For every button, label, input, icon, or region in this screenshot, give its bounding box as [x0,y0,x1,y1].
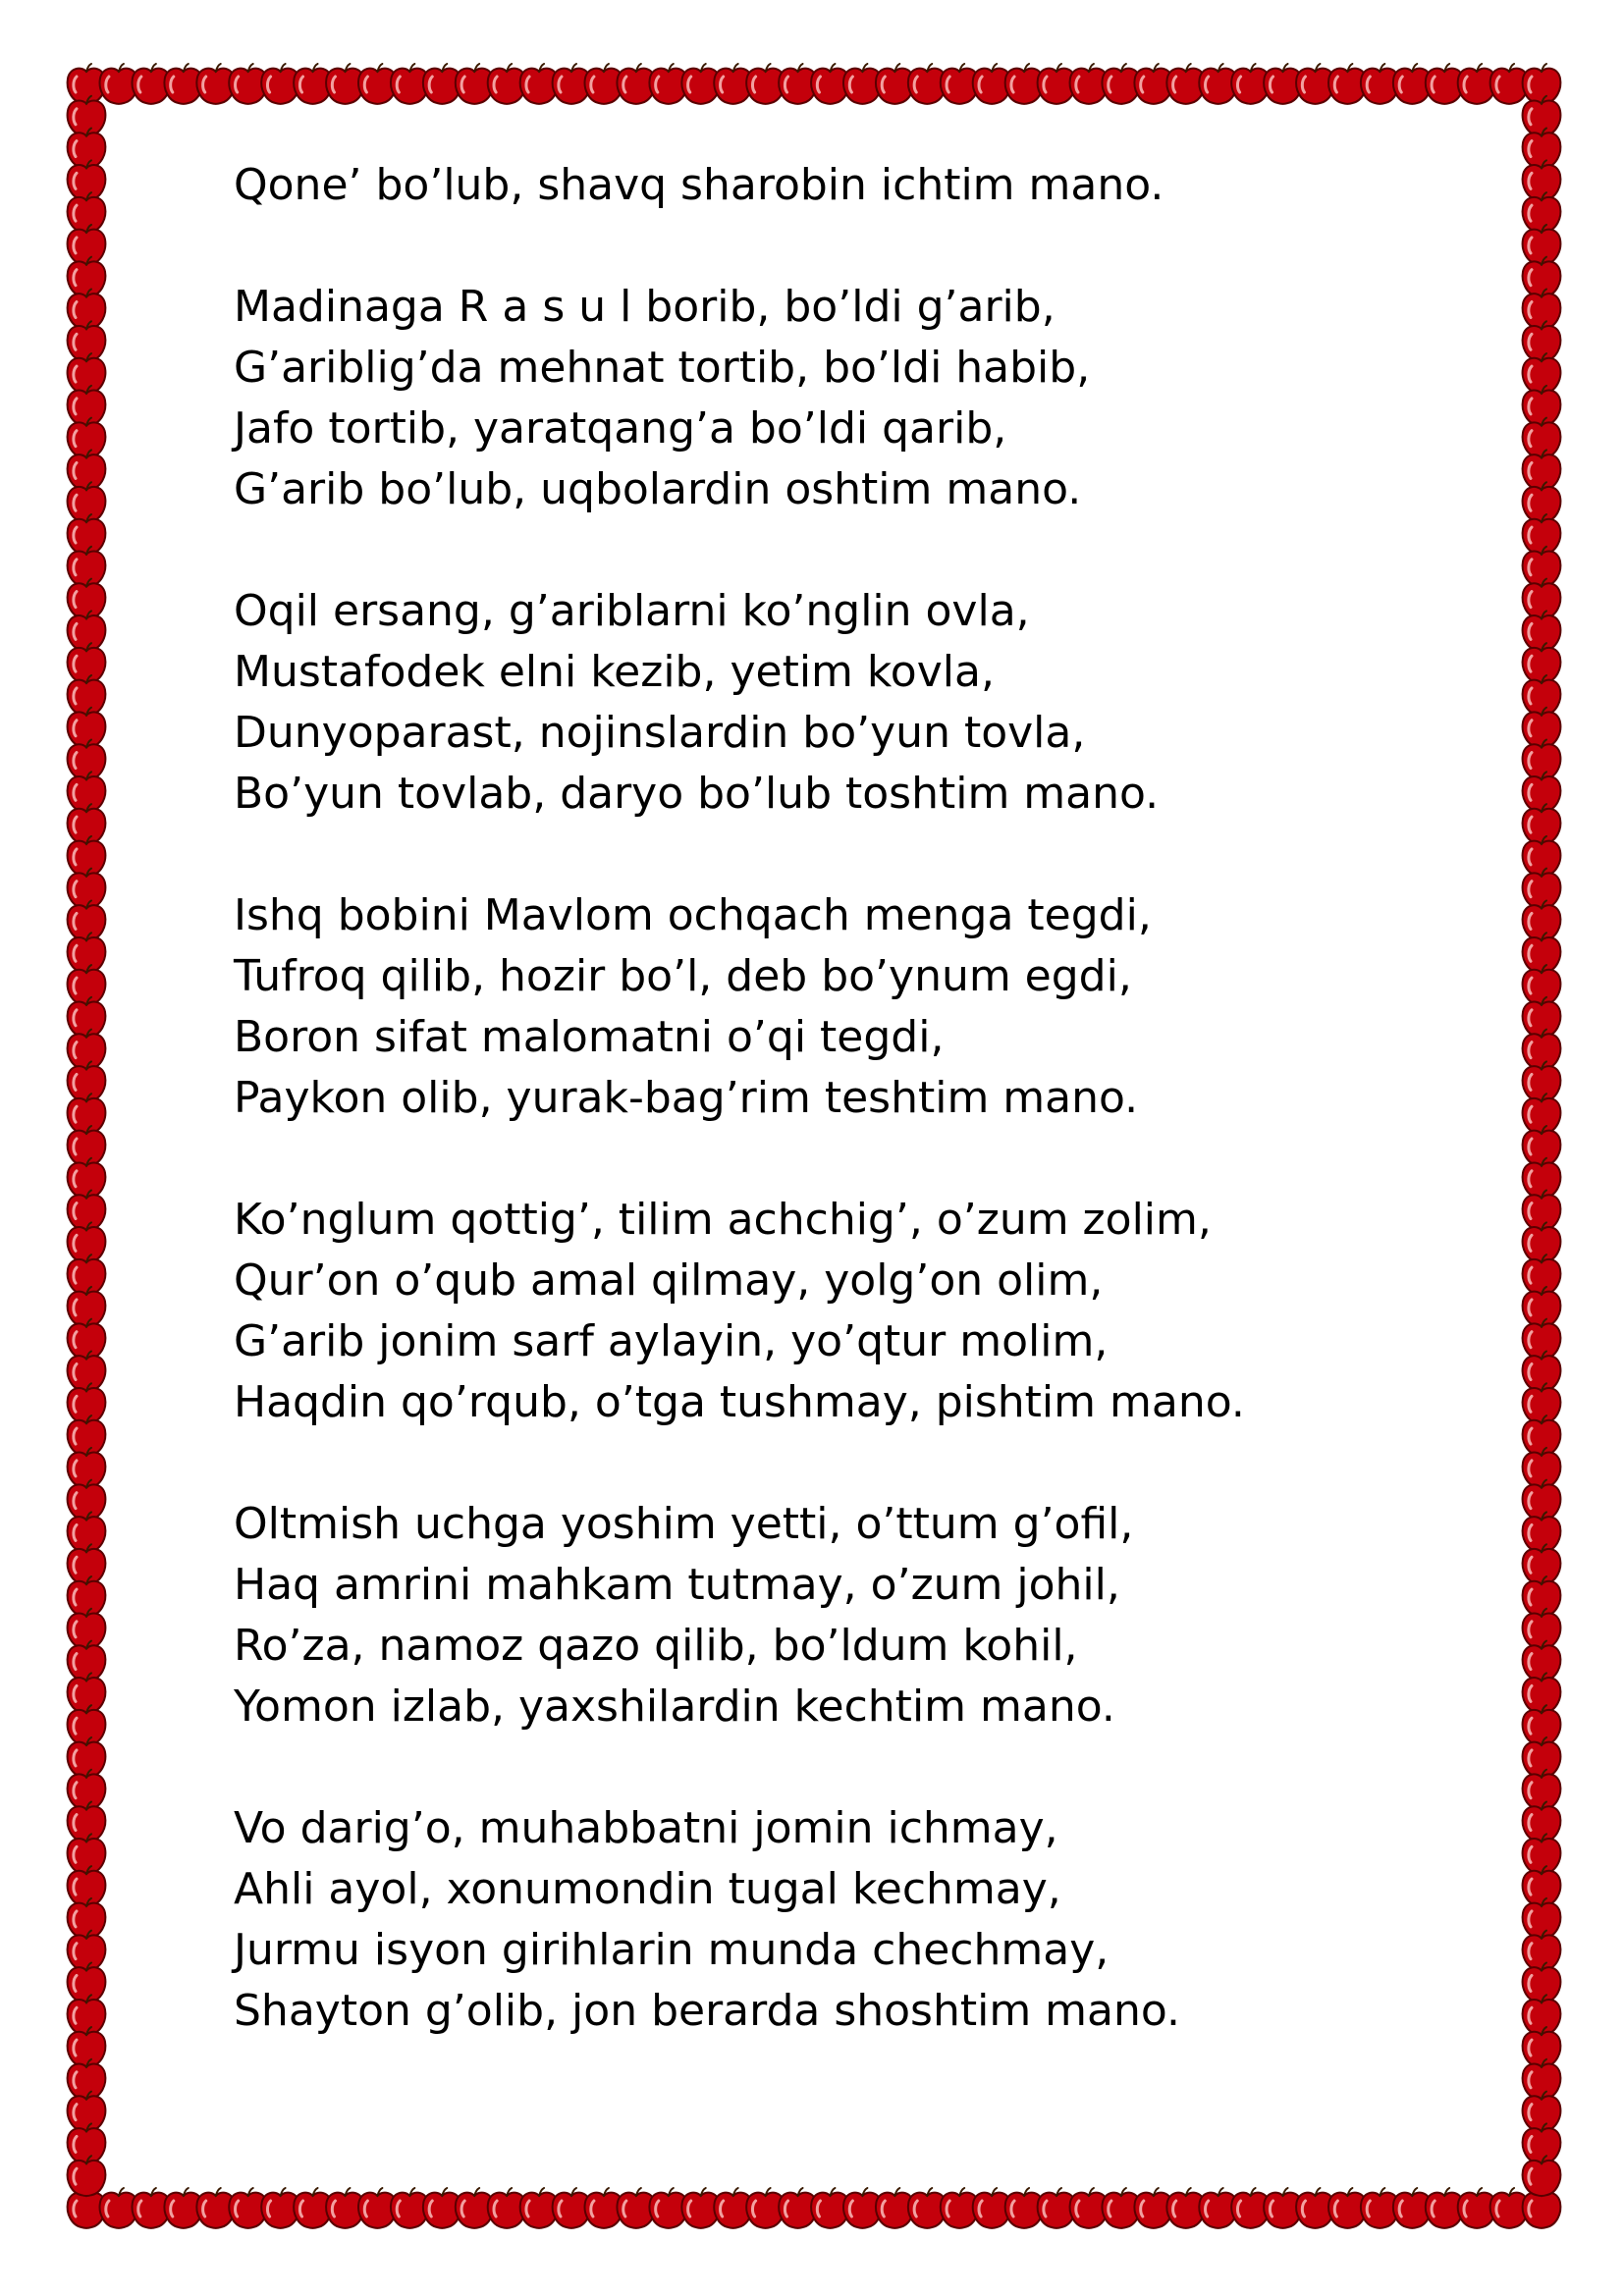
red-apple-icon [1523,1641,1561,1682]
red-apple-icon [68,1770,106,1810]
red-apple-icon [1523,450,1561,490]
red-apple-icon [68,772,106,812]
red-apple-icon [1523,900,1561,940]
red-apple-icon [1523,1931,1561,1971]
red-apple-icon [1523,1512,1561,1552]
red-apple-icon [68,1705,106,1745]
red-apple-icon [1523,1191,1561,1231]
red-apple-icon [1523,997,1561,1038]
red-apple-icon [68,290,106,330]
stanza [234,1494,1510,1737]
red-apple-icon [1523,1158,1561,1199]
poem-line: Yomon izlab, yaxshilardin kechtim mano. [234,1682,1115,1732]
red-apple-icon [1523,1576,1561,1617]
red-apple-icon [68,900,106,940]
red-apple-icon [1523,96,1561,136]
red-apple-icon [68,1512,106,1552]
red-apple-icon [1523,643,1561,683]
red-apple-icon [68,321,106,361]
poem-line: Paykon olib, yurak-bag’rim teshtim mano. [234,1073,1139,1123]
red-apple-icon [68,1962,106,2002]
red-apple-icon [68,1287,106,1327]
poem-line: Haq amrini mahkam tutmay, o’zum johil, [234,1560,1120,1610]
poem-line: G’ariblig’da mehnat tortib, bo’ldi habib, [234,343,1091,393]
red-apple-icon [1523,64,1561,104]
red-apple-icon [68,160,106,200]
red-apple-icon [68,1802,106,1842]
red-apple-icon [1523,836,1561,877]
red-apple-icon [68,740,106,780]
red-apple-icon [1523,1415,1561,1456]
red-apple-icon [1523,386,1561,426]
red-apple-icon [68,2059,106,2100]
red-apple-icon [1523,1061,1561,1101]
red-apple-icon [68,2123,106,2163]
red-apple-icon [1523,1834,1561,1874]
red-apple-icon [1523,965,1561,1005]
red-apple-icon [68,1415,106,1456]
red-apple-icon [68,547,106,587]
red-apple-icon [1523,2156,1561,2196]
red-apple-icon [68,1737,106,1778]
poem-line: G’arib jonim sarf aylayin, yo’qtur molim, [234,1316,1109,1366]
red-apple-icon [1523,1222,1561,1262]
stanza [234,581,1510,825]
poem-line: Boron sifat malomatni o’qi tegdi, [234,1012,945,1062]
red-apple-icon [1523,611,1561,651]
stanza [234,1190,1510,1433]
red-apple-icon [68,1641,106,1682]
red-apple-icon [1523,192,1561,233]
red-apple-icon [68,386,106,426]
red-apple-icon [68,1448,106,1488]
red-apple-icon [1523,1802,1561,1842]
red-apple-icon [68,675,106,716]
poem-line: Ko’nglum qottig’, tilim achchig’, o’zum zolim, [234,1195,1212,1245]
red-apple-icon [68,1609,106,1649]
red-apple-icon [68,1866,106,1906]
red-apple-icon [1523,1255,1561,1295]
red-apple-icon [68,1255,106,1295]
red-apple-icon [1523,547,1561,587]
red-apple-icon [1523,1544,1561,1584]
poem-line: Jurmu isyon girihlarin munda chechmay, [234,1925,1110,1975]
poem-line: Shayton g’olib, jon berarda shoshtim mano. [234,1986,1181,2036]
red-apple-icon [68,418,106,458]
poem-line: Jafo tortib, yaratqang’a bo’ldi qarib, [234,403,1007,454]
red-apple-icon [68,514,106,555]
red-apple-icon [68,1030,106,1070]
red-apple-icon [1523,290,1561,330]
red-apple-icon [68,1222,106,1262]
red-apple-icon [1523,1962,1561,2002]
poem-line: Oltmish uchga yoshim yetti, o’ttum g’ofil, [234,1499,1134,1549]
stanza [234,155,1510,216]
red-apple-icon [1523,514,1561,555]
red-apple-icon [68,1576,106,1617]
red-apple-icon [68,1352,106,1392]
red-apple-icon [68,836,106,877]
red-apple-icon [1523,933,1561,973]
red-apple-icon [1523,579,1561,619]
red-apple-icon [1523,353,1561,394]
poem-line: Haqdin qo’rqub, o’tga tushmay, pishtim mano. [234,1377,1245,1427]
red-apple-icon [68,611,106,651]
red-apple-icon [68,96,106,136]
stanza [234,277,1510,520]
red-apple-icon [1523,675,1561,716]
red-apple-icon [68,933,106,973]
poem-line: Madinaga R a s u l borib, bo’ldi g’arib, [234,282,1056,332]
red-apple-icon [1523,2059,1561,2100]
poem-line: Ishq bobini Mavlom ochqach menga tegdi, [234,890,1152,940]
red-apple-icon [1523,1030,1561,1070]
red-apple-icon [68,1931,106,1971]
red-apple-icon [1523,1898,1561,1939]
red-apple-icon [1523,1383,1561,1423]
red-apple-icon [68,353,106,394]
red-apple-icon [68,1834,106,1874]
red-apple-icon [68,1480,106,1521]
red-apple-icon [1523,321,1561,361]
red-apple-icon [68,1673,106,1713]
red-apple-icon [68,129,106,169]
red-apple-icon [68,708,106,748]
red-apple-icon [1523,1352,1561,1392]
red-apple-icon [1523,1705,1561,1745]
red-apple-icon [1523,772,1561,812]
red-apple-icon [1523,1995,1561,2035]
red-apple-icon [68,192,106,233]
red-apple-icon [1523,482,1561,522]
stanza [234,885,1510,1129]
poem-line: Dunyoparast, nojinslardin bo’yun tovla, [234,708,1086,758]
stanza [234,1798,1510,2042]
red-apple-icon [1523,1480,1561,1521]
red-apple-icon [1523,160,1561,200]
red-apple-icon [1523,740,1561,780]
poem-line: Qone’ bo’lub, shavq sharobin ichtim mano. [234,160,1164,210]
red-apple-icon [68,1898,106,1939]
red-apple-icon [1523,1126,1561,1166]
red-apple-icon [68,1995,106,2035]
red-apple-icon [68,2092,106,2132]
red-apple-icon [1523,2027,1561,2067]
red-apple-icon [68,450,106,490]
red-apple-icon [1523,708,1561,748]
red-apple-icon [68,2156,106,2196]
red-apple-icon [1523,257,1561,297]
red-apple-icon [1523,1319,1561,1360]
red-apple-icon [1523,1287,1561,1327]
poem-line: G’arib bo’lub, uqbolardin oshtim mano. [234,464,1082,514]
red-apple-icon [1523,129,1561,169]
red-apple-icon [1523,1866,1561,1906]
red-apple-icon [68,482,106,522]
red-apple-icon [68,965,106,1005]
red-apple-icon [68,1094,106,1134]
red-apple-icon [1523,225,1561,265]
red-apple-icon [1523,869,1561,909]
red-apple-icon [1523,1448,1561,1488]
poem [234,155,1510,2042]
red-apple-icon [68,643,106,683]
red-apple-icon [1523,1737,1561,1778]
poem-line: Mustafodek elni kezib, yetim kovla, [234,647,995,697]
red-apple-icon [68,579,106,619]
red-apple-icon [68,225,106,265]
poem-line: Vo darig’o, muhabbatni jomin ichmay, [234,1803,1058,1853]
red-apple-icon [68,1544,106,1584]
red-apple-icon [1523,2123,1561,2163]
red-apple-icon [68,1383,106,1423]
red-apple-icon [68,1158,106,1199]
red-apple-icon [68,1061,106,1101]
red-apple-icon [1523,804,1561,844]
red-apple-icon [68,257,106,297]
red-apple-icon [68,1126,106,1166]
red-apple-icon [68,869,106,909]
poem-line: Bo’yun tovlab, daryo bo’lub toshtim mano. [234,769,1160,819]
red-apple-icon [1523,2092,1561,2132]
red-apple-icon [68,997,106,1038]
red-apple-icon [1523,1673,1561,1713]
poem-line: Oqil ersang, g’ariblarni ko’nglin ovla, [234,586,1030,636]
red-apple-icon [68,1191,106,1231]
poem-line: Ro’za, namoz qazo qilib, bo’ldum kohil, [234,1621,1078,1671]
poem-line: Qur’on o’qub amal qilmay, yolg’on olim, [234,1255,1104,1306]
red-apple-icon [68,1319,106,1360]
red-apple-icon [68,804,106,844]
red-apple-icon [68,2027,106,2067]
red-apple-icon [1523,418,1561,458]
poem-line: Tufroq qilib, hozir bo’l, deb bo’ynum egdi, [234,951,1132,1001]
red-apple-icon [1523,1770,1561,1810]
red-apple-icon [1523,1609,1561,1649]
poem-line: Ahli ayol, xonumondin tugal kechmay, [234,1864,1061,1914]
red-apple-icon [1523,1094,1561,1134]
